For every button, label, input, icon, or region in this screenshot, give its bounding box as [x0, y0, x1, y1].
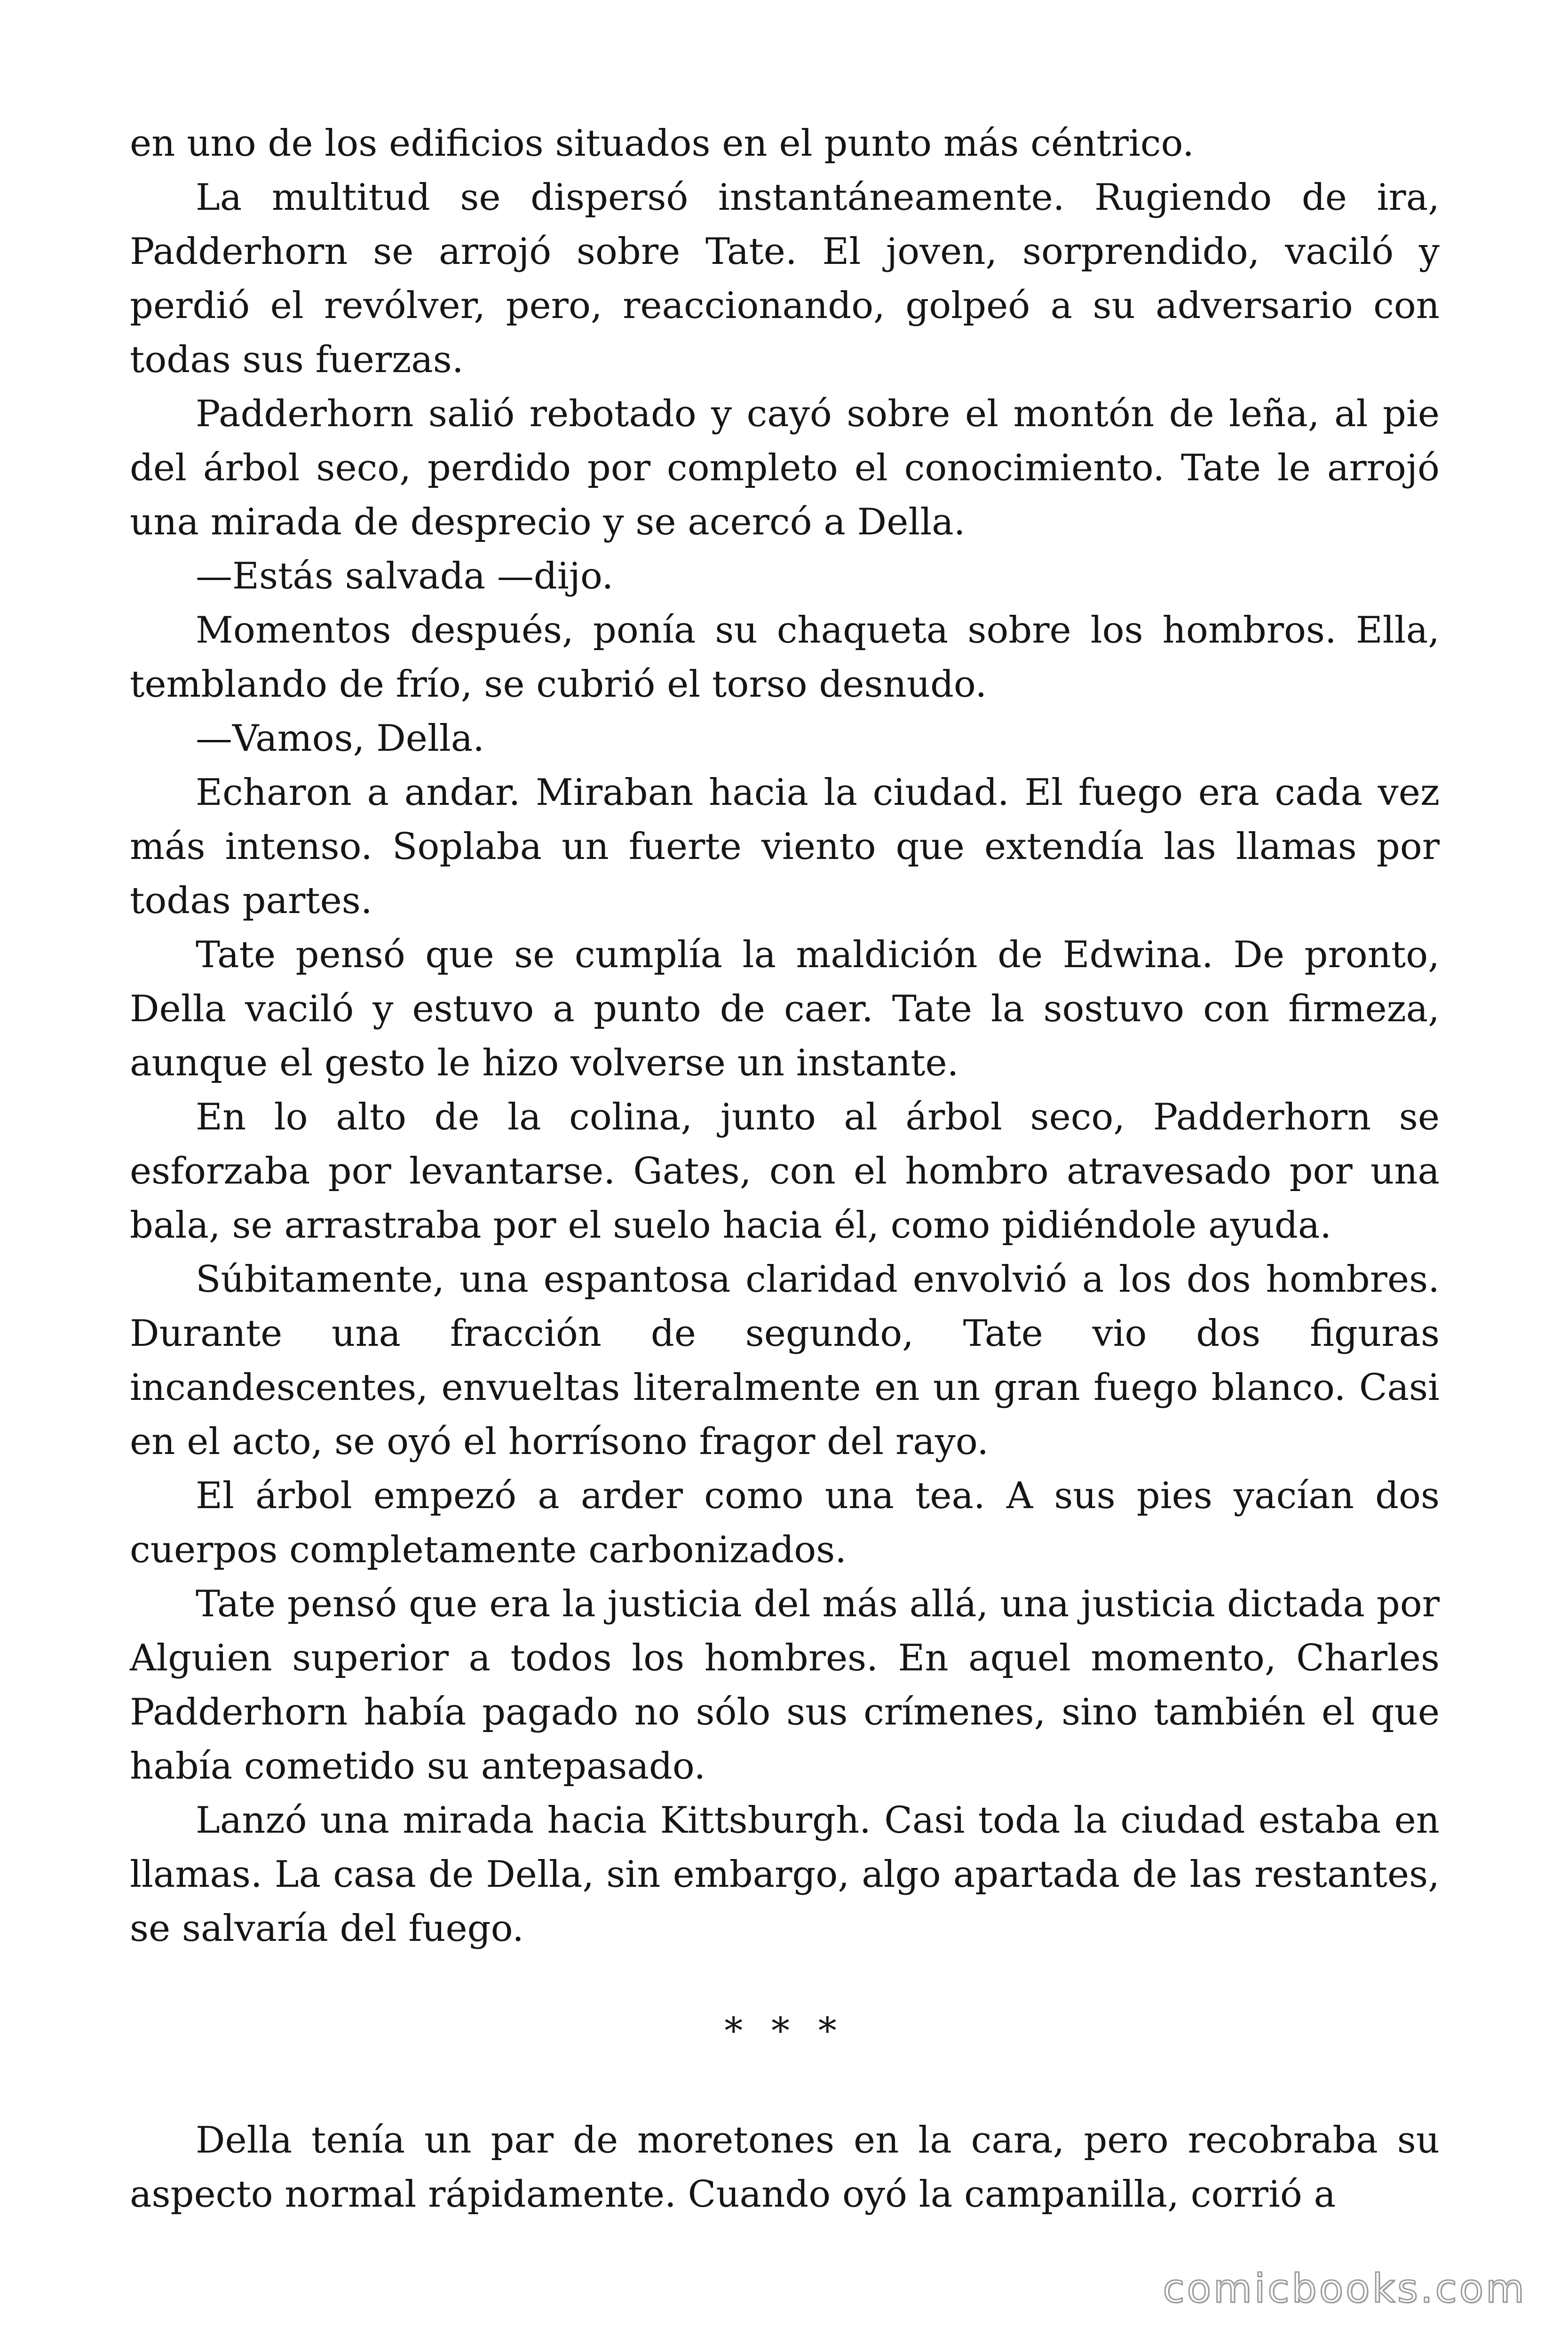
- paragraph: Súbitamente, una espantosa claridad envolvió a los dos hombres. Durante una fracción de segundo, Tate vio dos figuras incandescentes, envueltas literalmente en un gran fuego blanco. Casi en el acto, se oyó el horrísono fragor del rayo.: [130, 1258, 1440, 1463]
- paragraph: En lo alto de la colina, junto al árbol seco, Padderhorn se esforzaba por levantarse. Gates, con el hombro atravesado por una bala, se arrastraba por el suelo hacia él, como pidiéndole ayuda.: [130, 1096, 1440, 1247]
- paragraph: Momentos después, ponía su chaqueta sobre los hombros. Ella, temblando de frío, se cubrió el torso desnudo.: [130, 609, 1440, 706]
- paragraph: Padderhorn salió rebotado y cayó sobre el montón de leña, al pie del árbol seco, perdido por completo el conocimiento. Tate le arrojó una mirada de desprecio y se acercó a Della.: [130, 393, 1440, 543]
- paragraph: Tate pensó que se cumplía la maldición de Edwina. De pronto, Della vaciló y estuvo a punto de caer. Tate la sostuvo con firmeza, aunque el gesto le hizo volverse un instante.: [130, 934, 1440, 1084]
- paragraph: Echaron a andar. Miraban hacia la ciudad. El fuego era cada vez más intenso. Soplaba un fuerte viento que extendía las llamas por todas partes.: [130, 771, 1440, 922]
- paragraph-continuation: en uno de los edificios situados en el punto más céntrico.: [130, 122, 1194, 165]
- scene-break: * * *: [724, 2010, 845, 2052]
- paragraph: La multitud se dispersó instantáneamente. Rugiendo de ira, Padderhorn se arrojó sobre Tate. El joven, sorprendido, vaciló y perdió el revólver, pero, reaccionando, golpeó a su adversario con todas sus fuerzas.: [130, 176, 1440, 381]
- dialogue-line: —Estás salvada —dijo.: [196, 555, 614, 597]
- paragraph: Lanzó una mirada hacia Kittsburgh. Casi toda la ciudad estaba en llamas. La casa de Della, sin embargo, algo apartada de las restantes, se salvaría del fuego.: [130, 1799, 1440, 1950]
- watermark: comicbooks.com: [1163, 2265, 1527, 2312]
- paragraph: Della tenía un par de moretones en la cara, pero recobraba su aspecto normal rápidamente. Cuando oyó la campanilla, corrió a: [130, 2119, 1440, 2216]
- page-text: [130, 117, 1440, 2222]
- dialogue-line: —Vamos, Della.: [196, 717, 485, 760]
- paragraph: Tate pensó que era la justicia del más allá, una justicia dictada por Alguien superior a todos los hombres. En aquel momento, Charles Padderhorn había pagado no sólo sus crímenes, sino también el que había cometido su antepasado.: [130, 1583, 1440, 1788]
- paragraph: El árbol empezó a arder como una tea. A sus pies yacían dos cuerpos completamente carbonizados.: [130, 1475, 1440, 1571]
